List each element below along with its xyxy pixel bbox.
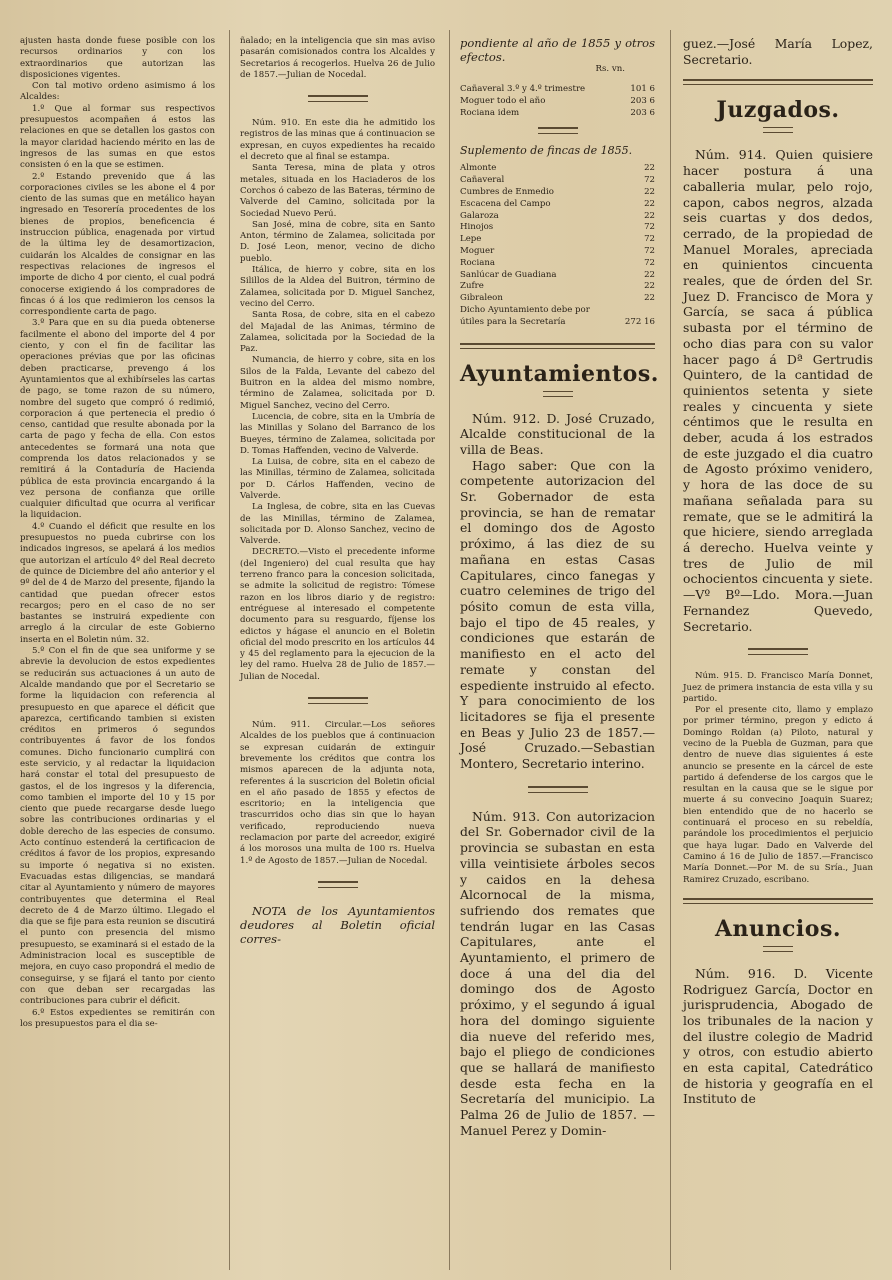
notice-914: Núm. 914. Quien quisiere hacer postura á una caballeria mular, pelo rojo, capon, cabos negros, alzada seis cuartas y dos dedos, cerrado, de la propiedad de Manuel Morales, apreciada en quinientos cincuenta reales, que de órden del Sr. Juez D. Francisco de Mora y García, se saca á pública subasta por el término de ocho dias para con su valor hacer pago á Dª Gertrudis Quintero, de la cantidad de quinientos setenta y siete reales y cincuenta y siete céntimos que le resulta en deber, acuda á los estrados de este juzgado el dia cuatro de Agosto próximo venidero, y hora de las doce de su mañana señalada para su remate, que se le admitirá la que hiciere, siendo arreglada á derecho. Huelva veinte y tres de Julio de mil ochocientos cincuenta y siete.—Vº Bº—Ldo. Mora.—Juan Fernandez Quevedo, Secretario.: [683, 147, 873, 634]
table-row: [460, 211, 655, 223]
separator-rule: [683, 79, 873, 85]
supplement-title: Suplemento de fincas de 1855.: [460, 144, 633, 158]
row-label: Moguer: [460, 245, 495, 256]
table-row: [460, 96, 655, 108]
row-value: 203 6: [630, 95, 655, 106]
row-value: 72: [644, 257, 655, 268]
table-row: [460, 270, 655, 282]
separator-rule: [308, 697, 368, 704]
row-value: 22: [644, 293, 655, 304]
separator-rule: [460, 343, 655, 349]
mine-entry: La Luisa, de cobre, sita en el cabezo de las Minillas, término de Zalamea, solicitada por D. Cárlos Haffenden, vecino de Valverde.: [240, 457, 435, 501]
row-label: Dicho Ayuntamiento debe por útiles para la Secretaría: [460, 304, 590, 327]
column-1: [20, 36, 215, 1030]
heading-ornament: [763, 946, 793, 952]
separator-rule: [318, 881, 358, 888]
notice-915-title: Núm. 915. D. Francisco María Donnet, Juez de primera instancia de esta villa y su partido.: [683, 671, 873, 704]
row-value: 22: [644, 186, 655, 197]
table-row: [460, 222, 655, 234]
table-row: [460, 108, 655, 120]
row-value: 22: [644, 269, 655, 280]
table-row: [460, 246, 655, 258]
table-row: [460, 187, 655, 199]
notice-911: Núm. 911. Circular.—Los señores Alcaldes de los pueblos que á continuacion se expresan cuidarán de extinguir brevemente los créditos que contra los mismos aparecen de la adjunta nota, referentes á la suscricion del Boletin oficial en el año pasado de 1855 y efectos de escritorio; en la inteligencia que trascurridos ocho dias sin que lo hayan verificado, reproduciendo nueva reclamacion por parte del acreedor, exigiré á los morosos una multa de 100 rs. Huelva 1.º de Agosto de 1857.—Julian de Nocedal.: [240, 720, 435, 866]
section-heading: Juzgados.: [716, 97, 840, 124]
nota-heading: NOTA de los Ayuntamientos deudores al Boletin oficial corres-: [240, 903, 435, 946]
nota-continuation: pondiente al año de 1855 y otros efectos.: [460, 36, 655, 64]
row-value: 22: [644, 163, 655, 174]
column-2: [240, 36, 435, 946]
table-row: [460, 293, 655, 305]
column-4: [683, 36, 873, 1107]
table-row: [460, 163, 655, 175]
column-divider: [670, 30, 671, 1270]
table-row: [460, 234, 655, 246]
section-heading: Anuncios.: [714, 915, 842, 942]
row-value: 72: [644, 234, 655, 245]
section-heading: Ayuntamientos.: [460, 360, 659, 387]
row-label: Rociana: [460, 257, 495, 268]
paragraph: guez.—José María Lopez, Secretario.: [683, 36, 873, 67]
paragraph: 6.º Estos expedientes se remitirán con los presupuestos para el dia se-: [20, 1007, 215, 1029]
row-value: 22: [644, 281, 655, 292]
row-value: 72: [644, 222, 655, 233]
paragraph: ñalado; en la inteligencia que sin mas aviso pasarán comisionados contra los Alcaldes y Secretarios á recogerlos. Huelva 26 de Julio de 1857.—Julian de Nocedal.: [240, 36, 435, 80]
heading-ornament: [543, 391, 573, 397]
paragraph: 5.º Con el fin de que sea uniforme y se abrevie la devolucion de estos expedientes se reducirán sus actuaciones á un auto de Alcalde mandando que por el Secretario se forme la liquidacion con referencia al presupuesto en que aparece el déficit que aparezca, certificando tambien si existen créditos en primeros ó segundos contribuyentes á favor de los fondos comunes. Dicho funcionario cumplirá con este servicio, y al redactar la liquidacion hará constar el total del presupuesto de gastos, el de los ingresos y la diferencia, como tambien el importe del 10 y 15 por ciento que puede recargarse desde luego sobre las contribuciones ordinarias y el doble derecho de las especies de consumo. Acto contínuo estenderá la certificacion de créditos á favor de los propios, expresando su importe ó negativa si no existen. Evacuadas estas diligencias, se mandará citar al Ayuntamiento y número de mayores contribuyentes que determina el Real decreto de 4 de Marzo último. Llegado el dia que se fije para esta reunion se discutirá el punto con presencia del mismo presupuesto, se examinará si el estado de la Administracion local es susceptible de mejora, en cuyo caso propondrá el medio de conseguirse, y se fijará el tanto por ciento con que deban ser recargadas las contribuciones para cubrir el déficit.: [20, 646, 215, 1007]
row-label: Moguer todo el año: [460, 95, 546, 106]
notice-910: Núm. 910. En este dia he admitido los registros de las minas que á continuacion se expresan, en cuyos expedientes ha recaido el decreto que al final se estampa.: [240, 118, 435, 163]
row-value: 272 16: [624, 316, 655, 327]
row-value: 22: [644, 198, 655, 209]
row-label: Lepe: [460, 234, 482, 245]
decree: DECRETO.—Visto el precedente informe (del Ingeniero) del cual resulta que hay terreno franco para la concesion solicitada, se admite la solicitud de registro: Tómese razon en los libros diario y de registro: entréguese al interesado el competente documento para su resguardo, fíjense los edictos y hágase el anuncio en el Boletin oficial del modo prescrito en los artículos 44 y 45 del reglamento para la ejecucion de la ley del ramo. Huelva 28 de Julio de 1857.—Julian de Nocedal.: [240, 547, 435, 682]
notice-915-body: Por el presente cito, llamo y emplazo por primer término, pregon y edicto á Domingo Roldan (a) Piloto, natural y vecino de la Puebla de Guzman, para que dentro de nueve dias siguientes á este anuncio se presente en la cárcel de este partido á defenderse de los cargos que le resultan en la causa que se le sigue por muerte á su convecino Joaquin Suarez; bien entendido que de no hacerlo se continuará el proceso en su rebeldía, parándole los procedimientos el perjuicio que haya lugar. Dado en Valverde del Camino á 16 de Julio de 1857.—Francisco María Donnet.—Por M. de su Sría., Juan Ramirez Cruzado, escribano.: [683, 705, 873, 885]
row-value: 72: [644, 245, 655, 256]
table-row: [460, 175, 655, 187]
row-label: Cañaveral 3.º y 4.º trimestre: [460, 84, 586, 94]
separator-rule: [748, 648, 808, 655]
mine-entry: San José, mina de cobre, sita en Santo Anton, término de Zalamea, solicitada por D. José Leon, menor, vecino de dicho pueblo.: [240, 219, 435, 264]
row-label: Almonte: [460, 163, 497, 174]
row-value: 72: [644, 175, 655, 186]
row-label: Cañaveral: [460, 175, 505, 186]
mine-entry: Santa Rosa, de cobre, sita en el cabezo del Majadal de las Animas, término de Zalamea, solicitada por la Sociedad de la Paz.: [240, 310, 435, 355]
paragraph: Con tal motivo ordeno asimismo á los Alcaldes:: [20, 81, 215, 103]
row-value: 22: [644, 210, 655, 221]
notice-916: Núm. 916. D. Vicente Rodriguez García, Doctor en jurisprudencia, Abogado de los tribunales de la nacion y del ilustre colegio de Madrid y otros, con estudio abierto en esta capital, Catedrático de historia y geografía en el Instituto de: [683, 965, 873, 1107]
table-row: [460, 305, 655, 329]
notice-912-body: Hago saber: Que con la competente autorizacion del Sr. Gobernador de esta provincia, se han de rematar el domingo dos de Agosto próximo, á las diez de su mañana en estas Casas Capitulares, cinco fanegas y cuatro celemines de trigo del pósito comun de esta villa, bajo el tipo de 45 reales, y condiciones que estarán de manifiesto en el acto del remate y constan del espediente instruido al efecto. Y para conocimiento de los licitadores se fija el presente en Beas y Julio 23 de 1857.—José Cruzado.—Sebastian Montero, Secretario interino.: [460, 457, 655, 772]
column-divider: [449, 30, 450, 1270]
row-value: 101 6: [630, 84, 655, 94]
row-value: 203 6: [630, 107, 655, 118]
currency-unit: Rs. vn.: [595, 64, 625, 74]
mine-entry: Numancia, de hierro y cobre, sita en los Silos de la Falda, Levante del cabezo del Buitron en la aldea del mismo nombre, término de Zalamea, solicitada por D. Miguel Sanchez, vecino del Cerro.: [240, 355, 435, 411]
mine-entry: Santa Teresa, mina de plata y otros metales, situada en los Haciaderos de los Corchos ó cabezo de las Bateras, término de Valverde del Camino, solicitada por la Sociedad Nuevo Perú.: [240, 163, 435, 219]
mine-entry: Lucencia, de cobre, sita en la Umbría de las Minillas y Solano del Barranco de los Bueyes, término de Zalamea, solicitada por D. Tomas Haffenden, vecino de Valverde.: [240, 411, 435, 456]
mine-entry: Itálica, de hierro y cobre, sita en los Silillos de la Aldea del Buitron, término de Zalamea, solicitada por D. Miguel Sanchez, vecino del Cerro.: [240, 265, 435, 309]
column-divider: [229, 30, 230, 1270]
notice-912-title: Núm. 912. D. José Cruzado, Alcalde constitucional de la villa de Beas.: [460, 410, 655, 457]
supplement-table: [460, 163, 655, 328]
table-row: [460, 281, 655, 293]
debts-table: [460, 84, 655, 119]
paragraph: 2.º Estando prevenido que á las corporaciones civiles se les abone el 4 por ciento de las sumas que en metálico hayan ingresado en Tesorería procedentes de los bienes de propios, beneficencia é instruccion pública, enagenada por virtud de la última ley de desamortizacion, cuidarán los Alcaldes de consignar en las respectivas relaciones de ingresos el importe de dicho 4 por ciento, el cual podrá conocerse exigiendo á los compradores de fincas ó á los que redimieron los censos la correspondiente carta de pago.: [20, 171, 215, 318]
row-label: Hinojos: [460, 222, 494, 233]
paragraph: ajusten hasta donde fuese posible con los recursos ordinarios y con los extraordinarios que autorizan las disposiciones vigentes.: [20, 36, 215, 80]
separator-rule: [683, 898, 873, 904]
row-label: Rociana idem: [460, 107, 520, 118]
separator-rule: [528, 786, 588, 793]
paragraph: 4.º Cuando el déficit que resulte en los presupuestos no pueda cubrirse con los indicados ingresos, se apelará á los medios que autorizan el artículo 4º del Real decreto de quince de Diciembre del año anterior y el 9º del de 4 de Marzo del presente, fijando la cantidad que puedan ofrecer estos recargos; pero en el caso de no ser bastantes se instruirá expediente con arreglo á la circular de este Gobierno inserta en el Boletin núm. 32.: [20, 521, 215, 645]
separator-rule: [308, 95, 368, 102]
row-label: Galaroza: [460, 210, 499, 221]
paragraph: 3.º Para que en su dia pueda obtenerse facilmente el abono del importe del 4 por ciento, y con el fin de facilitar las operaciones prévias que por las oficinas deben practicarse, prevengo á los Ayuntamientos que al exhibírseles las cartas de pago, se tome razon de su número, nombre del sugeto que compró ó redimió, corporacion á que pertenecia el predio ó censo, cantidad que resulte abonada por la carta de pago y fecha de ella. Con estos antecedentes se formará una nota que comprenda los datos relacionados y se remitirá á la Contaduría de Hacienda pública de esta provincia encargando á la vez persona de confianza que orille cualquier dificultad que ocurra al verificar la liquidacion.: [20, 318, 215, 521]
notice-913: Núm. 913. Con autorizacion del Sr. Gobernador civil de la provincia se subastan en esta villa veintisiete árboles secos y caidos en la dehesa Alcornocal de la misma, sufriendo dos remates que tendrán lugar en las Casas Capitulares, ante el Ayuntamiento, el primero de doce á una del dia del domingo dos de Agosto próximo, y el segundo á igual hora del domingo siguiente dia nueve del referido mes, bajo el pliego de condiciones que se hallará de manifiesto desde esta fecha en la Secretaría del municipio. La Palma 26 de Julio de 1857. —Manuel Perez y Domin-: [460, 808, 655, 1138]
separator-rule: [538, 127, 578, 134]
column-3: [460, 36, 659, 1138]
table-row: [460, 84, 655, 96]
row-label: Zufre: [460, 281, 484, 292]
row-label: Sanlúcar de Guadiana: [460, 269, 557, 280]
paragraph: 1.º Que al formar sus respectivos presupuestos acompañen á estos las relaciones en que se detallen los gastos con la mayor claridad haciendo mérito en las de ingresos de las sumas en que estos consisten ó en la que se estimen.: [20, 103, 215, 171]
row-label: Cumbres de Enmedio: [460, 186, 554, 197]
table-row: [460, 199, 655, 211]
heading-ornament: [763, 127, 793, 133]
row-label: Gibraleon: [460, 293, 503, 304]
table-row: [460, 258, 655, 270]
row-label: Escacena del Campo: [460, 198, 551, 209]
mine-entry: La Inglesa, de cobre, sita en las Cuevas de las Minillas, término de Zalamea, solicitada por D. Alonso Sanchez, vecino de Valverde.: [240, 502, 435, 547]
